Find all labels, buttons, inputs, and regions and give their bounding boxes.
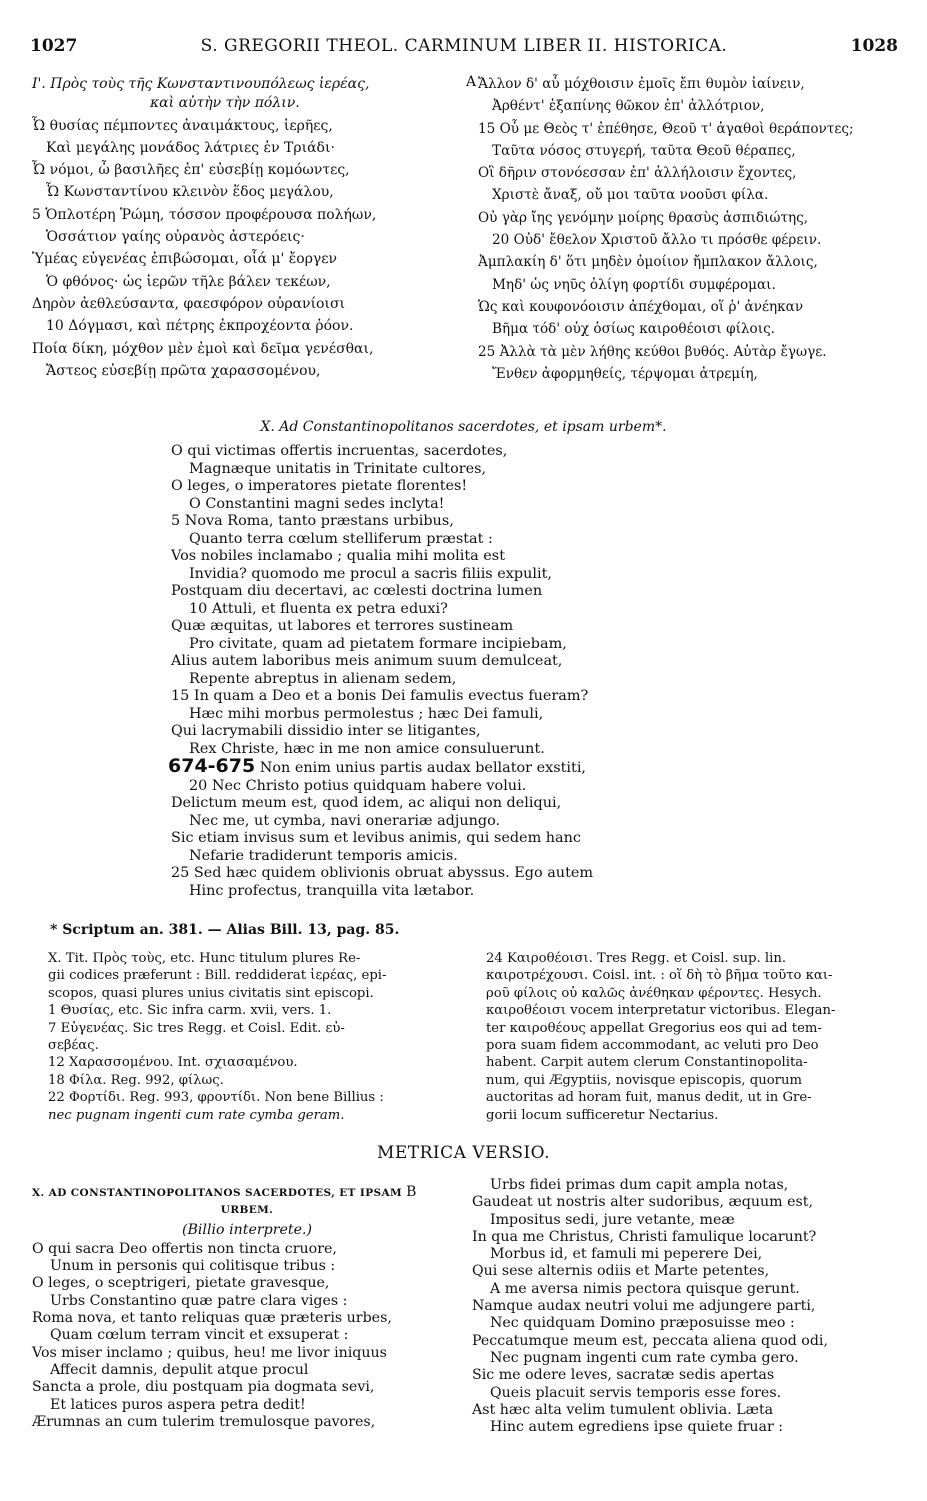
latin-verse: Nefarie tradiderunt temporis amicis. (189, 847, 458, 864)
column-marker: 674-675 (168, 755, 256, 777)
page-number-right: 1028 (850, 36, 898, 56)
page-number-left: 1027 (30, 36, 78, 56)
latin-verse: 5 Nova Roma, tanto præstans urbibus, (171, 513, 454, 529)
latin-verse: Repente abreptus in alienam sedem, (189, 670, 457, 687)
greek-verse: Ταῦτα νόσος στυγερή, ταῦτα Θεοῦ θέραπες, (492, 142, 796, 159)
latin-translation (168, 443, 594, 900)
note-line: gii codices præferunt : Bill. reddiderat ἱερέας, epi- (48, 968, 387, 984)
metrica-verse: Vos miser inclamo ; quibus, heu! me livor iniquus (32, 1344, 387, 1361)
metrica-verse: Gaudeat ut nostris alter sudoribus, æquum est, (472, 1194, 814, 1211)
note-line: pora suam fidem accommodant, ac veluti pro Deo (486, 1038, 819, 1054)
note-line: 18 Φίλα. Reg. 992, φίλως. (48, 1072, 224, 1088)
note-line: σεβέας. (48, 1038, 99, 1054)
footnote: * Scriptum an. 381. — Alias Bill. 13, pag. 85. (50, 922, 400, 938)
greek-verse: Ὦ νόμοι, ὦ βασιλῆες ἐπ' εὐσεβίῃ κομόωντες, (32, 162, 350, 179)
metrica-verse: Namque audax neutri volui me adjungere parti, (472, 1298, 816, 1315)
latin-verse: 25 Sed hæc quidem oblivionis obruat abyssus. Ego autem (171, 865, 594, 881)
notes-right (486, 950, 835, 1124)
greek-verse: 5 Ὁπλοτέρη Ῥώμη, τόσσον προφέρουσα πολήων, (32, 206, 377, 223)
metrica-verse: Sancta a prole, diu postquam pia dogmata sevi, (32, 1379, 375, 1396)
note-line: gorii locum sufficeretur Nectarius. (486, 1107, 719, 1123)
greek-verse: Ἀμπλακίη δ' ὅτι μηδὲν ὁμοίιον ἤμπλακον ἄλλοις, (478, 254, 818, 271)
latin-verse: Alius autem laboribus meis animum suum demulceat, (171, 653, 563, 669)
latin-verse: O leges, o imperatores pietate florentes! (171, 478, 468, 494)
latin-verse: Rex Christe, hæc in me non amice consuluerunt. (189, 740, 545, 757)
latin-verse: Vos nobiles inclamabo ; qualia mihi molita est (171, 548, 505, 564)
metrica-verse: Sic me odere leves, sacratæ sedis apertas (472, 1367, 775, 1384)
greek-right-column (478, 73, 854, 385)
metrica-verse: Quam cœlum terram vincit et exsuperat : (50, 1327, 349, 1344)
greek-verse: Ποία δίκη, μόχθον μὲν ἐμοὶ καὶ δεῖμα γενέσθαι, (32, 340, 374, 357)
greek-verse: Οἳ δῆριν στονόεσσαν ἐπ' ἀλλήλοισιν ἔχοντες, (478, 165, 797, 182)
metrica-verse: Roma nova, et tanto reliquas quæ præteris urbes, (32, 1310, 392, 1327)
interpreter-note: (Billio interprete.) (181, 1221, 313, 1238)
metrica-verse: Peccatumque meum est, peccata aliena quod odi, (472, 1332, 828, 1349)
note-line: habent. Carpit autem clerum Constantinopolita- (486, 1055, 808, 1071)
notes-left (48, 950, 386, 1124)
metrica-verse: Hinc autem egrediens ipse quiete fruar : (490, 1419, 784, 1436)
greek-verse: Οὐ γὰρ ἴης γενόμην μοίρης θρασὺς ἀσπιδιώτης, (478, 209, 809, 226)
greek-verse: Βῆμα τόδ' οὐχ ὁσίως καιροθέοισι φίλοις. (492, 321, 775, 338)
note-line: auctoritas ad horam fuit, manus dedit, ut in Gre- (486, 1090, 812, 1106)
section-marker-b: B (406, 1184, 417, 1200)
note-line: 1 Θυσίας, etc. Sic infra carm. xvii, vers. 1. (48, 1003, 332, 1019)
metrica-verse: Queis placuit servis temporis esse fores. (490, 1384, 782, 1401)
metrica-verse: Affecit damnis, depulit atque procul (50, 1361, 309, 1378)
greek-verse: Ἄστεος εὐσεβίῃ πρῶτα χαρασσομένου, (46, 362, 321, 379)
greek-title-line: καὶ αὐτὴν τὴν πόλιν. (150, 95, 300, 112)
note-line: ροῦ φίλοις οὐ καλῶς ἀνέθηκαν φέροντες. Hesych. (486, 985, 822, 1001)
metrica-verse: Et latices puros aspera petra dedit! (50, 1396, 306, 1413)
latin-verse: Quæ æquitas, ut labores et terrores sustineam (171, 618, 514, 634)
latin-verse: Delictum meum est, quod idem, ac aliqui non deliqui, (171, 795, 562, 811)
greek-verse: Ὁ φθόνος· ὡς ἱερῶν τῆλε βάλεν τεκέων, (46, 273, 331, 290)
note-line: nec pugnam ingenti cum rate cymba geram. (48, 1107, 345, 1123)
metrica-verse: Nec pugnam ingenti cum rate cymba gero. (490, 1349, 799, 1366)
running-header (30, 36, 898, 58)
latin-verse: 15 In quam a Deo et a bonis Dei famulis evectus fueram? (171, 688, 589, 704)
metrica-versio-title: METRICA VERSIO. (376, 1143, 551, 1163)
greek-verse: Ἀρθέντ' ἐξαπίνης θῶκον ἐπ' ἀλλότριον, (492, 98, 765, 115)
greek-title-line: Ι'. Πρὸς τοὺς τῆς Κωνσταντινουπόλεως ἱερέας, (32, 76, 370, 92)
note-line: num, qui Ægyptiis, novisque episcopis, quorum (486, 1072, 802, 1088)
metrica-verse: Impositus sedi, jure vetante, meæ (490, 1211, 735, 1228)
latin-verse: 10 Attuli, et fluenta ex petra eduxi? (189, 600, 448, 617)
greek-verse: Χριστὲ ἄναξ, οὔ μοι ταῦτα νοοῦσι φίλα. (492, 187, 769, 204)
metrica-verse: O qui sacra Deo offertis non tincta cruore, (32, 1240, 337, 1257)
note-line: 24 Καιροθέοισι. Tres Regg. et Coisl. sup. lin. (486, 951, 787, 966)
latin-verse: Non enim unius partis audax bellator exstiti, (259, 760, 586, 776)
latin-verse: Hinc profectus, tranquilla vita lætabor. (189, 882, 475, 899)
note-line: ter καιροθέους appellat Gregorius eos qui ad tem- (486, 1020, 822, 1036)
metrica-verse: Unum in personis qui colitisque tribus : (50, 1258, 336, 1275)
metrica-heading: URBEM. (220, 1204, 274, 1217)
running-title: S. GREGORII THEOL. CARMINUM LIBER II. HISTORICA. (200, 36, 728, 56)
metrica-verse: Urbs Constantino quæ patre clara viges : (50, 1292, 348, 1309)
latin-verse: Quanto terra cœlum stelliferum præstat : (189, 530, 493, 547)
greek-verse: Ὦ θυσίας πέμποντες ἀναιμάκτους, ἱερῆες, (32, 117, 333, 134)
latin-verse: O Constantini magni sedes inclyta! (189, 495, 445, 512)
latin-verse: O qui victimas offertis incruentas, sacerdotes, (171, 443, 508, 459)
metrica-verse: Nec quidquam Domino præposuisse meo : (490, 1315, 795, 1332)
greek-verse: Ὡς καὶ κουφονόοισιν ἀπέχθομαι, οἵ ῥ' ἀνέηκαν (478, 298, 804, 315)
latin-verse: Hæc mihi morbus permolestus ; hæc Dei famuli, (189, 705, 544, 722)
note-line: scopos, quasi plures unius civitatis sint episcopi. (48, 985, 374, 1001)
greek-verse: 10 Δόγμασι, καὶ πέτρης ἐκπροχέοντα ῥόον. (46, 318, 354, 335)
greek-verse: Καὶ μεγάλης μονάδος λάτριες ἐν Τριάδι· (46, 139, 335, 156)
note-line: 7 Εὐγενέας. Sic tres Regg. et Coisl. Edit. εὐ- (48, 1020, 345, 1036)
greek-verse: Ὦ Κωνσταντίνου κλεινὸν ἕδος μεγάλου, (46, 184, 334, 201)
metrica-verse: Qui sese alternis odiis et Marte petentes, (472, 1263, 770, 1280)
latin-verse: Sic etiam invisus sum et levibus animis, qui sedem hanc (171, 830, 581, 846)
greek-left-column (32, 73, 376, 382)
note-line: 22 Φορτίδι. Reg. 993, φροντίδι. Non bene Billius : (48, 1090, 384, 1106)
latin-verse: Pro civitate, quam ad pietatem formare incipiebam, (189, 635, 567, 652)
metrica-heading: X. AD CONSTANTINOPOLITANOS SACERDOTES, ET IPSAM (32, 1187, 403, 1199)
greek-verse: 25 Ἀλλὰ τὰ μὲν λήθης κεύθοι βυθός. Αὐτὰρ ἔγωγε. (478, 343, 827, 360)
greek-verse: Ὑμέας εὐγενέας ἐπιβώσομαι, οἷά μ' ἔοργεν (32, 251, 338, 268)
greek-verse: Μηδ' ὡς νηῦς ὀλίγη φορτίδι συμφέρομαι. (492, 276, 776, 293)
metrica-verse: O leges, o sceptrigeri, pietate gravesque, (32, 1275, 330, 1292)
greek-verse: 15 Οὗ με Θεὸς τ' ἐπέθησε, Θεοῦ τ' ἀγαθοὶ θεράποντες; (478, 120, 854, 137)
latin-verse: Magnæque unitatis in Trinitate cultores, (189, 460, 487, 477)
latin-verse: 20 Nec Christo potius quidquam habere volui. (189, 777, 527, 794)
metrica-verse: Ærumnas an cum tulerim tremulosque pavores, (32, 1413, 376, 1430)
metrica-verse: Urbs fidei primas dum capit ampla notas, (490, 1177, 789, 1193)
greek-verse: Δηρὸν ἀεθλεύσαντα, φαεσφόρον οὐρανίοισι (32, 295, 346, 312)
latin-verse: Nec me, ut cymba, navi onerariæ adjungo. (189, 812, 501, 829)
latin-verse: Qui lacrymabili dissidio inter se litigantes, (171, 723, 481, 739)
note-line: X. Tit. Πρὸς τοὺς, etc. Hunc titulum plures Re- (48, 951, 361, 966)
greek-verse: Ὁσσάτιον γαίης οὐρανὸς ἀστερόεις· (46, 229, 305, 246)
greek-verse: Ἔνθεν ἀφορμηθείς, τέρψομαι ἀτρεμίη, (492, 365, 758, 382)
latin-verse: Postquam diu decertavi, ac cœlesti doctrina lumen (171, 583, 543, 599)
latin-translation-title: X. Ad Constantinopolitanos sacerdotes, et ipsam urbem*. (260, 419, 667, 435)
greek-verse: 20 Οὐδ' ἔθελον Χριστοῦ ἄλλο τι πρόσθε φέρειν. (492, 232, 822, 249)
metrica-verse: Morbus id, et famuli mi peperere Dei, (490, 1246, 763, 1263)
section-marker-a: A (466, 74, 477, 90)
metrica-right-column (472, 1177, 828, 1436)
note-line: καιροθέοισι vocem interpretatur victoribus. Elegan- (486, 1003, 836, 1019)
metrica-verse: In qua me Christus, Christi famulique locarunt? (472, 1228, 817, 1245)
metrica-verse: A me aversa nimis pectora quisque gerunt. (490, 1280, 800, 1297)
metrica-left-column (32, 1184, 462, 1431)
greek-verse: Ἄλλον δ' αὖ μόχθοισιν ἐμοῖς ἔπι θυμὸν ἰαίνειν, (478, 76, 805, 92)
metrica-verse: Ast hæc alta velim tumulent oblivia. Læta (472, 1401, 774, 1418)
note-line: 12 Χαρασσομένου. Int. σχιασαμένου. (48, 1055, 298, 1071)
latin-verse: Invidia? quomodo me procul a sacris filiis expulit, (189, 565, 552, 582)
note-line: καιροτρέχουσι. Coisl. int. : οἵ δὴ τὸ βῆμα τοῦτο και- (486, 968, 833, 984)
